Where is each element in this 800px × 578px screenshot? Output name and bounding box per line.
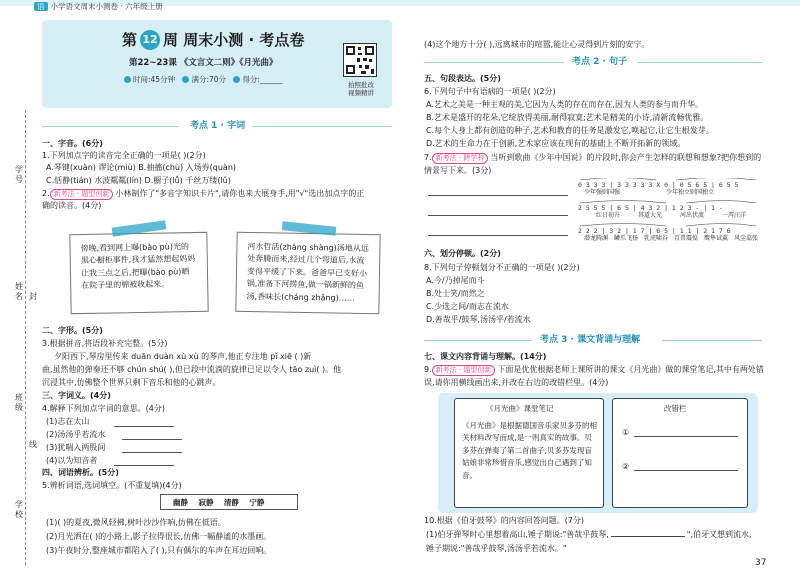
section-divider-right: [638, 62, 762, 63]
week-title: [122, 30, 304, 50]
q5-option-c: C.每个人身上都有创造的种子,艺术和教育的任务是激发它,唤起它,让它生根发芽。: [426, 126, 714, 135]
q1-2-stem: [42, 189, 364, 200]
week-suffix: 周 周末小测 · 考点卷: [163, 31, 305, 49]
word-bank: [160, 494, 298, 510]
q7-2-line-1: [426, 530, 752, 540]
week-prefix: 第: [122, 31, 138, 49]
clock-icon: [124, 76, 131, 83]
label-seal: 封: [29, 292, 37, 301]
qr-caption: 拍照批改 视频精讲: [348, 81, 374, 97]
correction-page: [612, 398, 748, 508]
section-divider-right: [252, 126, 392, 127]
q7-heading: 七、课文内容背诵与理解。(14分): [424, 352, 547, 361]
q7-2-line-2: 锤子期说:"善哉乎鼓琴,汤汤乎若流水。": [426, 544, 567, 553]
q7-1-text: 下面是优优根据老师上课所讲的课文《月光曲》做的课堂笔记,其中有两处错: [497, 365, 764, 374]
q5-option-d: D.艺术的生命力在于创新,艺术家应该在现有的基础上不断开拓新的领域。: [426, 139, 686, 148]
q4-item-1: (1)( )的夏夜,微风轻拂,树叶沙沙作响,仿佛在低语。: [46, 518, 226, 527]
q5-2-number: 7.: [424, 153, 432, 162]
svg-text:0 3 3 3 | 3 3 3 3 3 X 0 | 0 5: 0 3 3 3 | 3 3 3 3 3 X 0 | 0 5 6 5 | 6 5 5: [578, 181, 739, 189]
section-divider-right: [662, 340, 762, 341]
q5-2-stem: [424, 153, 761, 164]
label-school: 学校: [15, 500, 23, 519]
word-bank-words: [173, 498, 264, 507]
lyric: 风尘翕张: [734, 235, 759, 242]
q1-1-options-ab: A.琴键(xuàn) 谬论(miù) B.抽搐(chù) 入场券(quàn): [46, 163, 237, 172]
pinyin-card-1: 傍晚,看到网上曝(bào pù)光的黑心橱柜事件,我才猛然想起妈妈让我三点之后,把曝(bào pù)晒在院子里的棉被收起来。: [69, 232, 208, 314]
new-method-badge: 新考法 · 题型创新: [50, 189, 114, 200]
lyric: 少年独立则国独立: [666, 189, 715, 196]
lyric: 河出伏流: [680, 212, 705, 219]
qr-code-icon[interactable]: [343, 43, 377, 77]
subject-badge: 语: [34, 2, 48, 11]
q5-2-stem-cont: 情景写下来。(3分): [424, 166, 492, 175]
q2-passage-line3: 沉浸其中,仿佛整个世界只剩下音乐和他的心跳声。: [42, 378, 221, 387]
q6-heading: 六、划分停顿。(2分): [424, 249, 501, 258]
section-2-title: 考点 2 · 句子: [572, 57, 628, 67]
q5-2-text: 当听到歌曲《少年中国说》的片段时,你会产生怎样的联想和想象?把你想到的: [490, 153, 762, 162]
cross-subject-badge: 新考法 · 跨学科: [432, 153, 489, 164]
exam-meta: [119, 75, 282, 84]
series-tag: [34, 2, 163, 11]
q1-2-text: 小林制作了"多音字知识卡片",请你也来大展身手,用"√"选出加点字的正: [115, 189, 365, 198]
page-number: 37: [755, 558, 767, 568]
notebook-title: 《月光曲》课堂笔记: [486, 404, 554, 413]
q6-1-stem: 8.下列句子停顿划分不正确的一项是( )(2分): [424, 263, 580, 272]
lyric: 其道大光: [638, 212, 663, 219]
q2-heading: 二、字形。(5分): [42, 326, 103, 335]
word-option: 宁静: [249, 498, 265, 507]
q5-1-stem: 6.下列句子中有语病的一项是( )(2分): [424, 87, 556, 96]
q3-item-1: (1)志在太山: [46, 417, 90, 426]
answer-line[interactable]: [122, 452, 182, 453]
q4-item-3: (3)午夜时分,整座城市都陷入了( ),只有偶尔的车声在耳边回响。: [46, 546, 272, 555]
q6-option-d: D.善哉乎/鼓琴,汤汤乎/若流水: [426, 315, 531, 324]
lesson-subtitle: 第22~23课 《文言文二则》《月光曲》: [129, 58, 278, 68]
label-line: 线: [29, 440, 37, 449]
q7-1-stem: [424, 365, 764, 376]
binding-line: [25, 110, 26, 565]
word-option: 幽静: [173, 498, 188, 507]
q6-option-c: C.少选之间/而志在流水: [426, 302, 509, 311]
series-title: 小学语文周末小测卷 · 六年级上册: [50, 2, 163, 11]
q6-option-b: B.处士笑/而然之: [426, 289, 485, 298]
q7-2-stem: 10.根据《伯牙鼓琴》的内容回答问题。(7分): [424, 516, 585, 525]
q1-heading: 一、字音。(6分): [42, 139, 103, 148]
answer-blank[interactable]: [611, 536, 685, 537]
section-divider-left: [424, 62, 564, 63]
week-number: 12: [140, 30, 160, 50]
q3-item-3: (3)犹喘入两股间: [46, 443, 106, 452]
q4-1-stem: 5.辨析词语,选词填空。(不重复填)(4分): [42, 481, 182, 490]
time-limit: 时间:45分钟: [133, 75, 176, 84]
full-score: 满分:70分: [191, 75, 227, 84]
q7-2-text-b: ",伯牙又想到流水,: [686, 530, 752, 539]
word-option: 寂静: [198, 498, 214, 507]
lyric: 鳞爪飞扬: [614, 235, 639, 242]
lyric: 一泻汪洋: [722, 212, 747, 219]
correction-line-1[interactable]: [634, 436, 738, 437]
score-field[interactable]: 得分:______: [242, 75, 283, 84]
q4-item-2: (2)月光洒在( )的小路上,影子拉得很长,仿佛一幅静谧的水墨画。: [46, 532, 272, 541]
correction-mark-2: ②: [622, 462, 630, 471]
svg-text:2 2 2 | 3 2 | 1 7 | 6 5 | 1 1: 2 2 2 | 3 2 | 1 7 | 6 5 | 1 1 | 2 1 7 6: [578, 227, 731, 235]
word-option: 清静: [223, 498, 239, 507]
pen-icon: [233, 76, 240, 83]
lyric: 乳虎啸谷: [644, 235, 669, 242]
svg-text:2 5 5 5 | 6 5 | 4 3 2 | 1 2 3: 2 5 5 5 | 6 5 | 4 3 2 | 1 2 3 - | 1 -: [578, 204, 723, 212]
answer-line[interactable]: [114, 426, 174, 427]
correction-title: 改错栏: [664, 404, 687, 413]
q4-item-4: (4)这个地方十分( ),远离城市的喧嚣,能让心灵得到片刻的安宁。: [424, 40, 650, 49]
q1-1-options-cd: C.恬静(tián) 水波粼粼(lín) D.橱子(lǚ) 千丝万缕(lǔ): [46, 176, 231, 185]
q4-heading: 四、词语辨析。(5分): [42, 468, 119, 477]
notebook-body: 《月光曲》是根据德国音乐家贝多芬的相关材料改写而成,是一则真实的故事。贝多芬在弹奏了第二首曲子,贝多芬发现盲姑娘非常珍惜音乐,感觉出自己遇到了知音。: [462, 421, 597, 480]
q5-heading: 五、句段表达。(5分): [424, 74, 501, 83]
correction-mark-1: ①: [622, 428, 630, 437]
answer-line[interactable]: [428, 195, 568, 196]
correction-line-2[interactable]: [634, 470, 738, 471]
q5-option-a: A.艺术之美是一种主观的美,它因为人类的存在而存在,因为人类的参与而升华。: [426, 100, 703, 109]
q3-item-4: (4)以为知音者: [46, 456, 98, 465]
label-name: 姓名: [15, 282, 23, 301]
lyric: 潜龙腾渊: [584, 235, 609, 242]
answer-line[interactable]: [122, 439, 182, 440]
q2-passage-line1: 夕阳西下,琴房里传来 duān duàn xù xù 的琴声,他正专注地 pǐ xiē ( )新: [54, 352, 312, 361]
lyric: 红日初升: [596, 212, 621, 219]
q2-1-stem: 3.根据拼音,将语段补充完整。(5分): [42, 339, 168, 348]
q1-2-stem-cont: 确的读音。(4分): [42, 201, 102, 210]
q1-1-stem: 1.下列加点字的读音完全正确的一项是( )(2分): [42, 151, 206, 160]
q3-item-2: (2)汤汤乎若流水: [46, 430, 106, 439]
q7-1-number: 9.: [424, 365, 432, 374]
section-divider-left: [424, 340, 532, 341]
q3-heading: 三、字词义。(4分): [42, 391, 111, 400]
section-3-title: 考点 3 · 课文背诵与理解: [540, 335, 641, 345]
lyric: 百兽震惶: [674, 235, 699, 242]
new-method-badge: 新考法 · 题型创新: [432, 365, 496, 376]
label-class: 班级: [15, 393, 23, 412]
pinyin-card-2: 河水哲活(zhāng shàng)汤地从远处奔腾而来,经过几个弯道后,水流变得平缓了下来。爸爸早已支好小锅,准备下河捞鱼,做一锅新鲜的鱼汤,香味长(cháng zhǎng)……: [235, 232, 380, 315]
q2-passage-line2: 曲,虽然他的弹奏还不够 chún shú( ),但已段中流淌的旋律已足以令人 tāo zuì( )。他: [42, 365, 342, 374]
q7-1-stem-cont: 误,请你用横线画出来,并改在右边的改错栏里。(4分): [424, 378, 609, 387]
q7-2-text-a: (1)伯牙弹琴时心里想着高山,锤子期说:"善哉乎鼓琴,: [426, 530, 609, 539]
q6-option-a: A.今/乃掉尾而斗: [426, 276, 485, 285]
label-student-id: 学号: [15, 165, 23, 184]
q3-1-stem: 4.解释下列加点字词的意思。(4分): [42, 404, 165, 413]
music-score: [576, 178, 766, 250]
answer-line[interactable]: [428, 215, 568, 216]
section-divider-left: [42, 126, 178, 127]
answer-line[interactable]: [114, 465, 174, 466]
q5-option-b: B.艺术是盛开的花朵,它绽放得美丽,耐得寂寞;艺术是精美的小诗,清新流畅优雅。: [426, 113, 709, 122]
answer-line[interactable]: [428, 235, 568, 236]
section-1-title: 考点 1 · 字词: [190, 121, 246, 131]
lyric: 鹰隼试翼: [704, 235, 729, 242]
star-icon: [182, 76, 189, 83]
lyric: 少年强则国强: [584, 189, 621, 196]
q1-2-number: 2.: [42, 189, 50, 198]
